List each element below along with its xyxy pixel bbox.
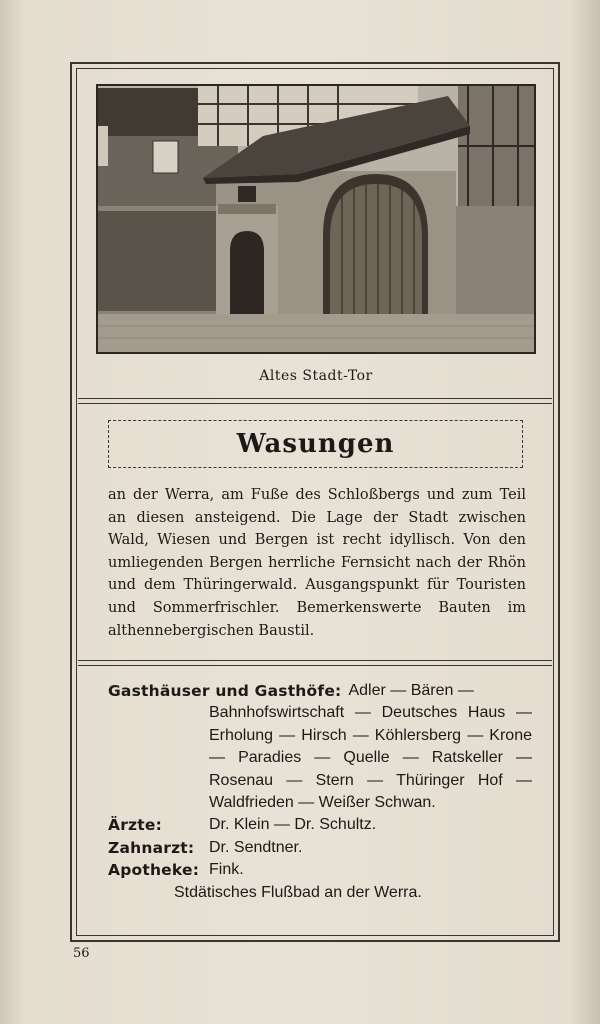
title-box xyxy=(108,420,523,468)
page-number: 56 xyxy=(73,946,90,961)
inns-label: Gasthäuser und Gasthöfe: xyxy=(108,682,342,700)
dentist-value: Dr. Sendtner. xyxy=(209,838,303,856)
inns-list: Bahnhofswirtschaft — Deutsches Haus — Erholung — Hirsch — Köhlersberg — Krone — Paradies — Quelle — Ratskeller — Rosenau — Stern — Thüringer Hof — Waldfrieden — Weißer Schwan. xyxy=(209,704,532,812)
dentist-row xyxy=(108,837,532,859)
inns-continued-row xyxy=(108,702,532,814)
bath-note: Stdätisches Flußbad an der Werra. xyxy=(174,883,422,901)
doctors-label: Ärzte: xyxy=(108,816,162,835)
doctors-row xyxy=(108,814,532,836)
separator-double-line xyxy=(78,398,552,404)
inns-row xyxy=(108,680,532,702)
doctors-value: Dr. Klein — Dr. Schultz. xyxy=(209,816,377,834)
dentist-label: Zahnarzt: xyxy=(108,838,195,857)
pharmacy-value: Fink. xyxy=(209,861,244,879)
pharmacy-row xyxy=(108,859,532,881)
town-gate-photo xyxy=(96,84,536,354)
town-title: Wasungen xyxy=(236,429,395,459)
separator-double-line xyxy=(78,660,552,666)
pharmacy-label: Apotheke: xyxy=(108,861,200,880)
photo-caption: Altes Stadt-Tor xyxy=(259,368,373,384)
inns-first-line: Adler — Bären — xyxy=(348,682,474,699)
town-directory xyxy=(108,680,532,904)
town-description: an der Werra, am Fuße des Schloßbergs und zum Teil an diesen ansteigend. Die Lage der Stadt zwischen Wald, Wiesen und Bergen ist recht idyllisch. Von den umliegenden Bergen herrliche Fernsicht nach der Rhön und dem Thüringerwald. Ausgangspunkt für Touristen und Sommerfrischler. Bemerkenswerte Bauten im althennebergischen Baustil. xyxy=(108,487,526,639)
